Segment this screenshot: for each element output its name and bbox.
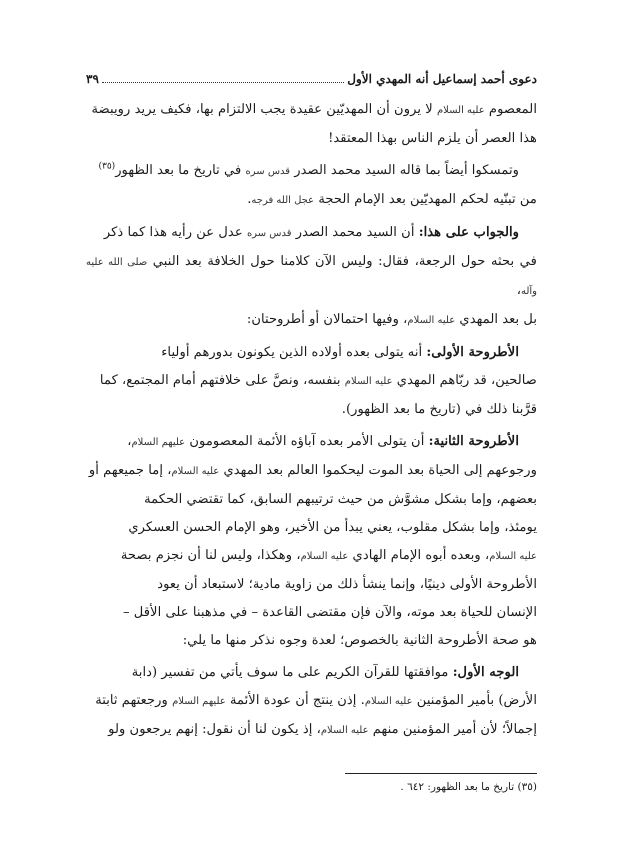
honorific-glyph: صلى الله عليه وآله (86, 257, 537, 297)
honorific-glyph: عليه السلام (171, 466, 220, 477)
first-aspect-label: الوجه الأول: (452, 665, 519, 680)
honorific-glyph: عليه السلام (364, 696, 413, 707)
text-line: قرَّبنا ذلك في (تاريخ ما بعد الظهور). (341, 402, 537, 417)
text-line: والجواب على هذا: أن السيد محمد الصدر قدس سره عدل عن رأيه هذا كما ذكر (103, 225, 519, 240)
honorific-glyph: عليه السلام (407, 315, 456, 326)
text-line: بل بعد المهدي عليه السلام، وفيها احتمالان أو أطروحتان: (246, 312, 537, 327)
paragraph-1 (86, 96, 537, 153)
text-line: عليه السلام، وبعده أبوه الإمام الهادي عليه السلام، وهكذا، وليس لنا أن نجزم بصحة (120, 548, 537, 563)
text-line: وتمسكوا أيضاً بما قاله السيد محمد الصدر قدس سره في تاريخ ما بعد الظهور$^{(٣٥)}$ (98, 161, 519, 178)
honorific-glyph: عليهم السلام (131, 437, 186, 448)
text-line: الأطروحة الثانية: أن يتولى الأمر بعده آباؤه الأئمة المعصومون عليهم السلام، (127, 434, 519, 449)
header-title: دعوى أحمد إسماعيل أنه المهدي الأول (347, 72, 537, 86)
text-line: ورجوعهم إلى الحياة بعد الموت ليحكموا العالم بعد المهدي عليه السلام، إما جميعهم أو (88, 463, 537, 478)
text-line: في بحثه حول الرجعة، فقال: وليس الآن كلامنا حول الخلافة بعد النبي صلى الله عليه وآله، (86, 254, 537, 298)
text-line: الأرض) بأمير المؤمنين عليه السلام. إذن ينتج أن عودة الأئمة عليهم السلام ورجعتهم ثابتة (95, 693, 537, 708)
honorific-glyph: عليه السلام (300, 551, 349, 562)
text-line: صالحين، قد ربّاهم المهدي عليه السلام بنفسه، ونصَّ على خلافتهم أمام المجتمع، كما (99, 373, 537, 388)
honorific-glyph: عجل الله فرجه (251, 195, 315, 206)
page-number: ٣٩ (86, 72, 99, 86)
text-line: الإنسان للحياة بعد موته، والآن فإن مقتضى القاعدة – في مذهبنا على الأقل – (122, 605, 537, 620)
text-line: الأطروحة الأولى: أنه يتولى بعده أولاده الذين يكونون بدورهم أولياء (161, 345, 519, 360)
honorific-glyph: قدس سره (245, 166, 291, 177)
footnote-reference[interactable]: (٣٥) (98, 161, 116, 172)
running-header (86, 72, 537, 92)
text-line: يومئذ، وإما بشكل مقلوب، يعني يبدأ من الأخير، وهو الإمام الحسن العسكري (128, 520, 537, 535)
text-line: هو صحة الأطروحة الثانية بالخصوص؛ لعدة وجوه نذكر منها ما يلي: (182, 633, 537, 648)
thesis-one-label: الأطروحة الأولى: (426, 345, 519, 360)
text-line: من تبنّيه لحكم المهديّين بعد الإمام الحجة عجل الله فرجه. (247, 192, 537, 207)
footnote: (٣٥) تاريخ ما بعد الظهور: ٦٤٢ . (400, 781, 537, 793)
paragraph-2 (86, 157, 537, 215)
text-line: بعضهم، وإما بشكل مشوَّش من حيث ترتيبهم السابق، كما تقتضي الحكمة (144, 492, 537, 507)
paragraph-4 (86, 339, 537, 424)
paragraph-5 (86, 428, 537, 655)
text-line: هذا العصر أن يلزم الناس بهذا المعتقد! (328, 131, 537, 146)
honorific-glyph: عليه السلام (436, 105, 485, 116)
text-line: المعصوم عليه السلام لا يرون أن المهديّين عقيدة يجب الالتزام بها، فكيف يريد رويبضة (91, 102, 537, 117)
honorific-glyph: عليه السلام (344, 376, 393, 387)
paragraph-3 (86, 219, 537, 335)
honorific-glyph: عليهم السلام (172, 696, 226, 707)
text-line: الوجه الأول: موافقتها للقرآن الكريم على ما سوف يأتي من تفسير (دابة (131, 665, 519, 680)
header-dot-leader (102, 73, 344, 83)
thesis-two-label: الأطروحة الثانية: (428, 434, 519, 449)
honorific-glyph: قدس سره (246, 228, 292, 239)
text-line: إجمالاً؛ لأن أمير المؤمنين منهم عليه السلام، إذ يكون لنا أن نقول: إنهم يرجعون ولو (108, 722, 537, 737)
honorific-glyph: عليه السلام (489, 551, 537, 562)
honorific-glyph: عليه السلام (320, 725, 369, 736)
answer-label: والجواب على هذا: (418, 225, 519, 240)
page-body (86, 96, 537, 745)
footnote-divider (345, 773, 537, 774)
paragraph-6 (86, 659, 537, 745)
text-line: الأطروحة الأولى دينيًا، وإنما ينشأ ذلك من زاوية مادية؛ لاستبعاد أن يعود (157, 577, 537, 592)
